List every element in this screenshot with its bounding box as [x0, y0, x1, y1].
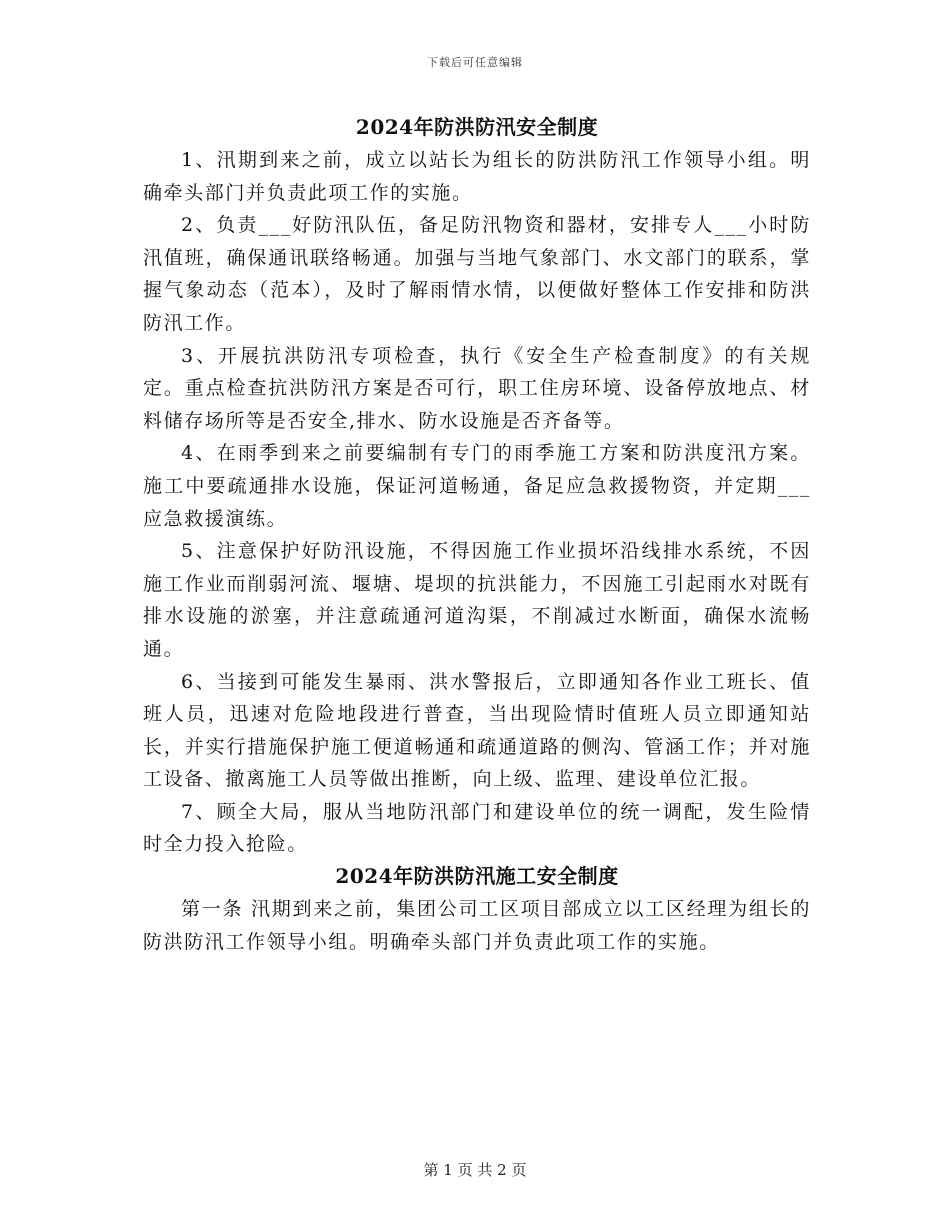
- section1-paragraph-2: 2、负责___好防汛队伍，备足防汛物资和器材，安排专人___小时防汛值班，确保通讯联络畅通。加强与当地气象部门、水文部门的联系，掌握气象动态（范本），及时了解雨情水情，以便做好整体工作安排和防洪防汛工作。: [143, 214, 811, 334]
- section2-paragraph-1: 第一条 汛期到来之前，集团公司工区项目部成立以工区经理为组长的防洪防汛工作领导小组。明确牵头部门并负责此项工作的实施。: [143, 898, 811, 953]
- section1-paragraph-4: 4、在雨季到来之前要编制有专门的雨季施工方案和防洪度汛方案。施工中要疏通排水设施，保证河道畅通，备足应急救援物资，并定期___应急救援演练。: [143, 442, 811, 530]
- section1-paragraph-7: 7、顾全大局，服从当地防汛部门和建设单位的统一调配，发生险情时全力投入抢险。: [143, 800, 811, 856]
- section1-title: 2024年防洪防汛安全制度: [355, 115, 599, 139]
- section1-paragraph-1: 1、汛期到来之前，成立以站长为组长的防洪防汛工作领导小组。明确牵头部门并负责此项工作的实施。: [143, 149, 811, 204]
- section1-paragraph-3: 3、开展抗洪防汛专项检查，执行《安全生产检查制度》的有关规定。重点检查抗洪防汛方案是否可行，职工住房环境、设备停放地点、材料储存场所等是否安全,排水、防水设施是否齐备等。: [143, 344, 811, 432]
- section2-title: 2024年防洪防汛施工安全制度: [335, 864, 619, 889]
- section1-paragraph-6: 6、当接到可能发生暴雨、洪水警报后，立即通知各作业工班长、值班人员，迅速对危险地段进行普查，当出现险情时值班人员立即通知站长，并实行措施保护施工便道畅通和疏通道路的侧沟、管涵工作；并对施工设备、撤离施工人员等做出推断，向上级、监理、建设单位汇报。: [143, 670, 811, 791]
- document-body: [143, 112, 811, 958]
- section1-paragraph-5: 5、注意保护好防汛设施，不得因施工作业损坏沿线排水系统，不因施工作业而削弱河流、堰塘、堤坝的抗洪能力，不因施工引起雨水对既有排水设施的淤塞，并注意疏通河道沟渠，不削减过水断面，确保水流畅通。: [143, 540, 811, 660]
- page-header-note: 下载后可任意编辑: [427, 56, 523, 69]
- page-footer-page-number: 第 1 页 共 2 页: [423, 1161, 527, 1179]
